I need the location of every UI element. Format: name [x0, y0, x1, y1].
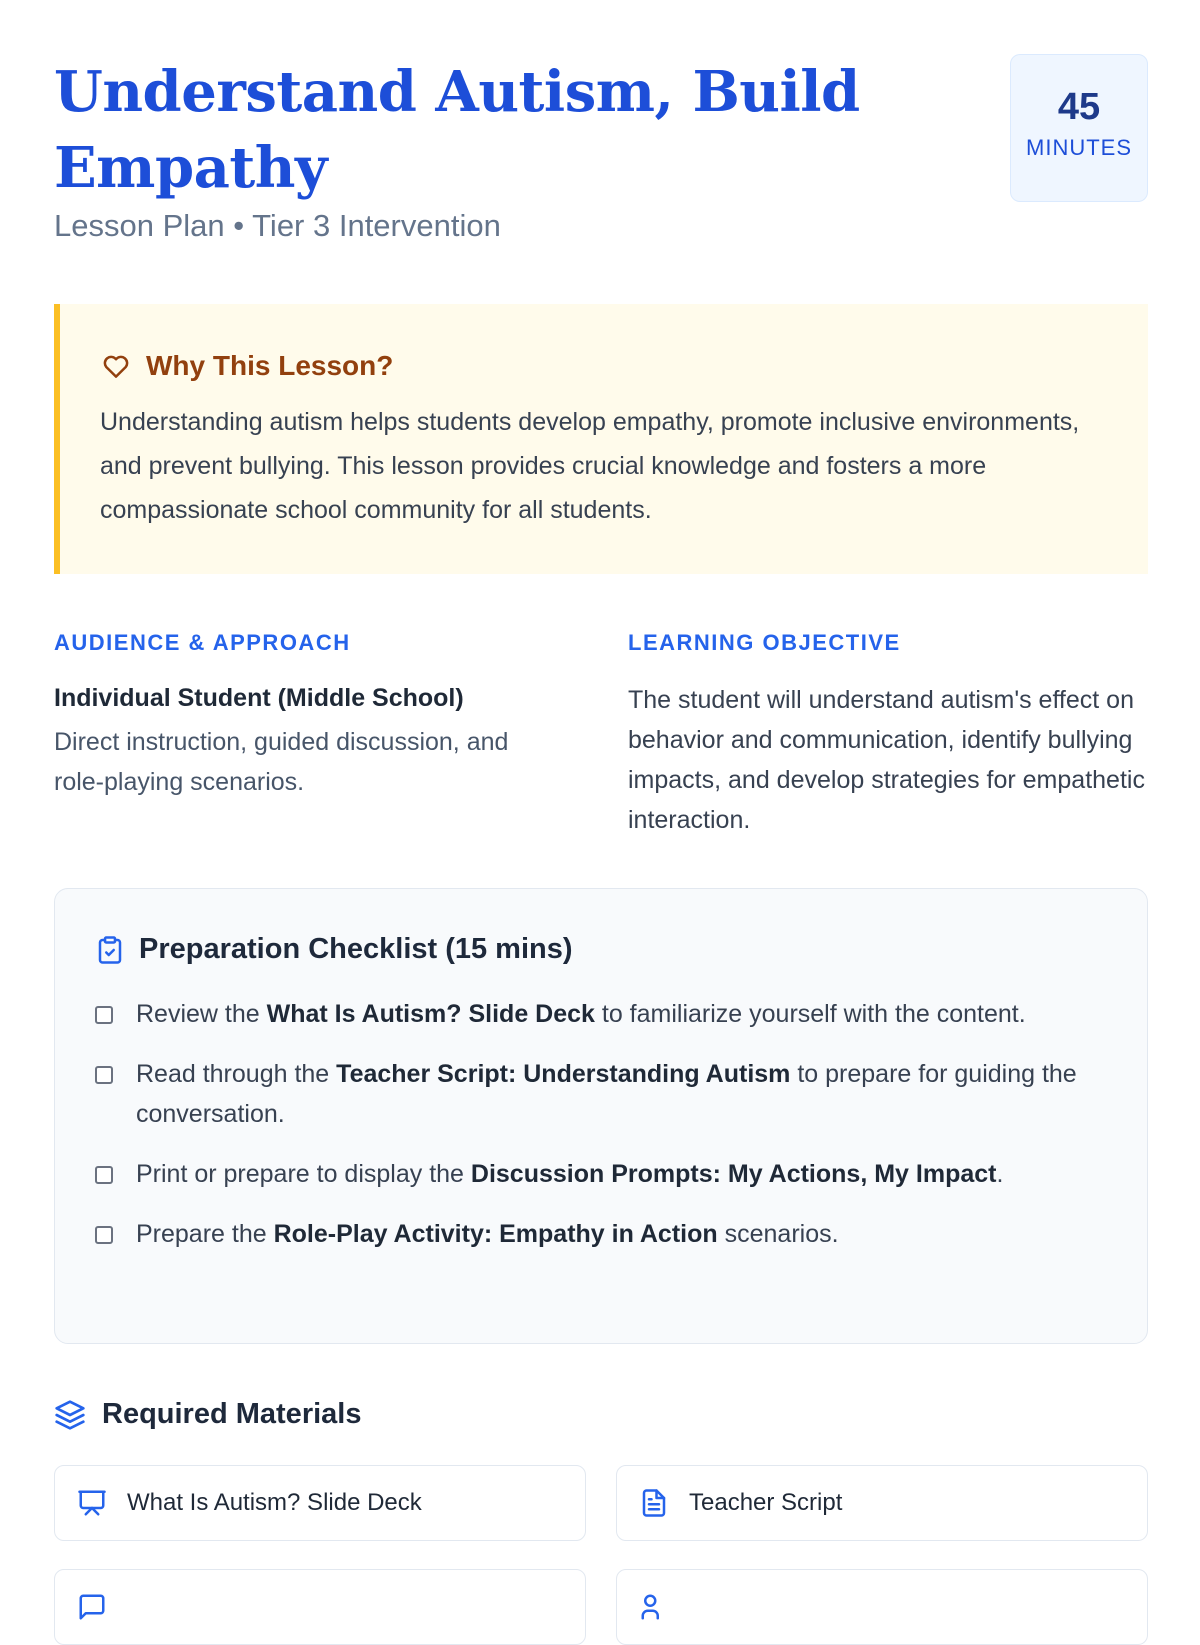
- chat-icon: [77, 1592, 107, 1622]
- overview-columns: [54, 630, 1148, 840]
- users-icon: [639, 1592, 669, 1622]
- checklist-item-text: Review the What Is Autism? Slide Deck to familiarize yourself with the content.: [136, 1000, 1026, 1028]
- materials-title: Required Materials: [102, 1398, 362, 1430]
- why-this-lesson-callout: [54, 304, 1148, 574]
- checklist-item-text: Read through the Teacher Script: Understanding Autism to prepare for guiding the conversation.: [136, 1060, 1077, 1128]
- why-title: Why This Lesson?: [146, 350, 394, 381]
- materials-heading: [54, 1398, 1148, 1431]
- material-card[interactable]: [54, 1465, 586, 1541]
- why-text: Understanding autism helps students develop empathy, promote inclusive environments, and prevent bullying. This lesson provides crucial knowledge and fosters a more compassionate school community for all students.: [100, 408, 1080, 524]
- checklist-heading: [95, 933, 1107, 966]
- checklist-items: [95, 994, 1107, 1254]
- audience-name: Individual Student (Middle School): [54, 684, 464, 712]
- why-heading: [100, 350, 1108, 382]
- duration-value: 45: [1057, 86, 1101, 128]
- material-card[interactable]: [616, 1465, 1148, 1541]
- checklist-item: [95, 1154, 1107, 1194]
- presentation-icon: [77, 1488, 107, 1518]
- objective-section: [628, 630, 1148, 840]
- checklist-item: [95, 1054, 1107, 1134]
- clipboard-check-icon: [95, 934, 125, 966]
- checklist-checkbox[interactable]: [95, 1066, 113, 1084]
- objective-text: The student will understand autism's effect on behavior and communication, identify bullying impacts, and develop strategies for empathetic interaction.: [628, 686, 1145, 834]
- material-card[interactable]: [616, 1569, 1148, 1645]
- heart-icon: [100, 351, 132, 381]
- duration-badge: [1010, 54, 1148, 202]
- required-materials: [54, 1398, 1148, 1645]
- checklist-item: [95, 1214, 1107, 1254]
- checklist-checkbox[interactable]: [95, 1006, 113, 1024]
- document-icon: [639, 1488, 669, 1518]
- preparation-checklist: [54, 888, 1148, 1344]
- material-label: Teacher Script: [689, 1489, 843, 1516]
- page-title: Understand Autism, Build Empathy: [54, 59, 860, 201]
- audience-section: [54, 630, 628, 840]
- duration-unit: MINUTES: [1026, 135, 1132, 160]
- checklist-checkbox[interactable]: [95, 1166, 113, 1184]
- material-label: What Is Autism? Slide Deck: [127, 1489, 422, 1516]
- checklist-title: Preparation Checklist (15 mins): [139, 933, 573, 965]
- header: [54, 54, 1148, 244]
- checklist-checkbox[interactable]: [95, 1226, 113, 1244]
- material-card[interactable]: [54, 1569, 586, 1645]
- layers-icon: [54, 1399, 86, 1431]
- checklist-item: [95, 994, 1107, 1034]
- checklist-item-text: Print or prepare to display the Discussion Prompts: My Actions, My Impact.: [136, 1160, 1004, 1188]
- checklist-item-text: Prepare the Role-Play Activity: Empathy in Action scenarios.: [136, 1220, 839, 1248]
- audience-label: AUDIENCE & APPROACH: [54, 630, 351, 655]
- page-subtitle: Lesson Plan • Tier 3 Intervention: [54, 208, 501, 243]
- objective-label: LEARNING OBJECTIVE: [628, 630, 901, 655]
- materials-grid: [54, 1465, 1148, 1645]
- audience-description: Direct instruction, guided discussion, and role-playing scenarios.: [54, 728, 509, 796]
